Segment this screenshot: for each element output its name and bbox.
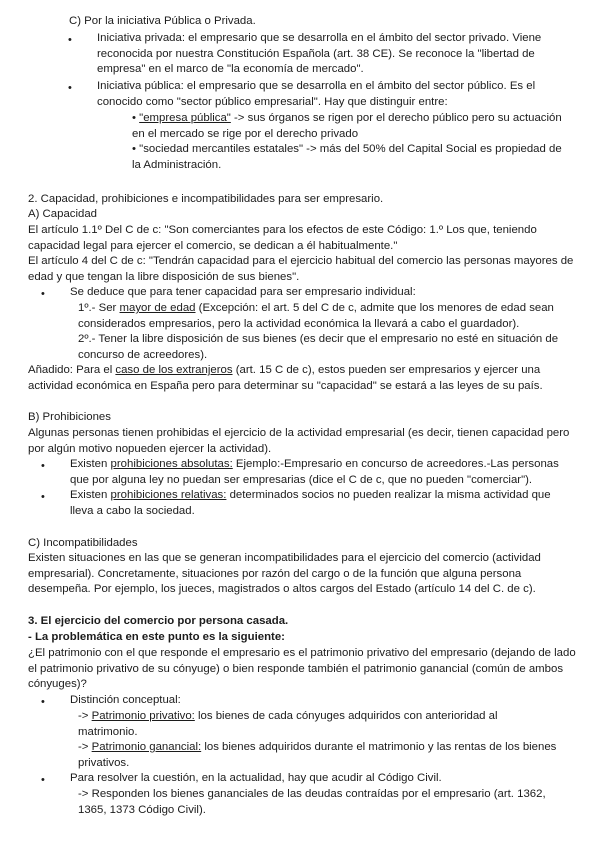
private-initiative-item: Iniciativa privada: el empresario que se desarrolla en el ámbito del sector privado. Viene reconocida por nuestra Constitución Española (art. 38 CE). Se reconoce la "libertad de empresa" en el marco de "la economía de mercado". [97, 32, 542, 76]
relativas-prefix: Existen [70, 489, 111, 501]
patrimonio-ganancial-item [78, 740, 562, 771]
section-3-title: 3. El ejercicio del comercio por persona casada. [28, 615, 289, 627]
prohibiciones-heading: B) Prohibiciones [28, 411, 111, 423]
sub-bullet-icon: • [132, 143, 136, 155]
prohibiciones-intro: Algunas personas tienen prohibidas el ejercicio de la actividad empresarial (es decir, tienen capacidad pero por algún motivo nopueden ejercer la actividad). [28, 427, 570, 455]
absolutas-prefix: Existen [70, 458, 111, 470]
prohibiciones-relativas-item [70, 488, 570, 519]
requirement-2: 2º.- Tener la libre disposición de sus bienes (es decir que el empresario no esté en situación de concurso de acreedores). [78, 333, 559, 361]
incompatibilidades-text: Existen situaciones en las que se generan incompatibilidades para el ejercicio del comercio (actividad empresarial). Concretamente, situaciones por razón del cargo o de la función que alguna persona desempeña. Por ejemplo, los jueces, magistrados o altos cargos del Estado (artículo 14 del C. de c). [28, 552, 541, 596]
bullet-icon: • [68, 82, 72, 94]
added-paragraph [28, 363, 576, 394]
arrow-prefix: -> [78, 710, 92, 722]
article-4-paragraph: El artículo 4 del C de c: "Tendrán capacidad para el ejercicio habitual del comercio las personas mayores de edad y que tengan la libre disposición de sus bienes". [28, 255, 574, 283]
bullet-icon: • [68, 34, 72, 46]
relativas-term: prohibiciones relativas: [110, 489, 227, 501]
bullet-icon: • [41, 460, 45, 472]
sociedad-mercantil-item [132, 142, 564, 173]
public-initiative-item: Iniciativa pública: el empresario que se desarrolla en el ámbito del sector público. Es el conocido como "sector público empresarial". Hay que distinguir entre: [97, 80, 536, 108]
deduce-item: Se deduce que para tener capacidad para ser empresario individual: [70, 286, 416, 298]
requirement-1-rest: (Excepción: el art. 5 del C de c, admite que los menores de edad sean considerados empresarios, pero la actividad económica la llevará a cabo el guardador). [78, 302, 554, 330]
requirement-1-prefix: 1º.- Ser [78, 302, 120, 314]
empresa-publica-text: -> sus órganos se rigen por el derecho público pero su actuación en el mercado se rige por el derecho privado [132, 112, 562, 140]
patrimonio-privativo-item [78, 709, 558, 740]
distincion-item: Distinción conceptual: [70, 694, 181, 706]
empresa-publica-term: "empresa pública" [139, 112, 231, 124]
section-3-subtitle: - La problemática en este punto es la siguiente: [28, 631, 285, 643]
added-prefix: Añadido: Para el [28, 364, 116, 376]
section-3-question: ¿El patrimonio con el que responde el empresario es el patrimonio privativo del empresario (dejando de lado el patrimonio privativo de su cónyuge) o bien responde también el patrimonio ganancial (común de ambos cónyuges)? [28, 647, 576, 691]
patrimonio-ganancial-rest: los bienes adquiridos durante el matrimonio y las rentas de los bienes privativos. [78, 741, 557, 769]
extranjeros-term: caso de los extranjeros [115, 364, 233, 376]
incompatibilidades-heading: C) Incompatibilidades [28, 537, 138, 549]
patrimonio-privativo-rest: los bienes de cada cónyuges adquiridos con anterioridad al matrimonio. [78, 710, 498, 738]
absolutas-rest: Ejemplo:-Empresario en concurso de acreedores.-Las personas que por alguna ley no puedan ser empresarias (dice el C de c, que no pueden "comerciar"). [70, 458, 559, 486]
patrimonio-ganancial-term: Patrimonio ganancial: [91, 741, 202, 753]
mayor-de-edad-term: mayor de edad [119, 302, 196, 314]
section-c-origin-heading: C) Por la iniciativa Pública o Privada. [69, 15, 256, 27]
sociedad-mercantil-text: "sociedad mercantiles estatales" -> más del 50% del Capital Social es propiedad de la Administración. [132, 143, 562, 171]
bullet-icon: • [41, 774, 45, 786]
responden-item: -> Responden los bienes gananciales de las deudas contraídas por el empresario (art. 1362, 1365, 1373 Código Civil). [78, 788, 546, 816]
capacidad-heading: A) Capacidad [28, 208, 98, 220]
absolutas-term: prohibiciones absolutas: [110, 458, 233, 470]
prohibiciones-absolutas-item [70, 457, 570, 488]
bullet-icon: • [41, 491, 45, 503]
bullet-icon: • [41, 288, 45, 300]
empresa-publica-item [132, 111, 562, 142]
sub-bullet-icon: • [132, 112, 136, 124]
patrimonio-privativo-term: Patrimonio privativo: [91, 710, 195, 722]
added-rest: (art. 15 C de c), estos pueden ser empresarios y ejercer una actividad económica en España pero para determinar su "capacidad" se estará a las leyes de su país. [28, 364, 543, 392]
article-1-paragraph: El artículo 1.1º Del C de c: "Son comerciantes para los efectos de este Código: 1.º Los que, teniendo capacidad legal para ejercer el comercio, se dedican a él habitualmente." [28, 224, 537, 252]
relativas-rest: determinados socios no pueden realizar la misma actividad que lleva a cabo la sociedad. [70, 489, 551, 517]
bullet-icon: • [41, 696, 45, 708]
requirement-1 [78, 301, 562, 332]
section-2-title: 2. Capacidad, prohibiciones e incompatibilidades para ser empresario. [28, 193, 384, 205]
arrow-prefix: -> [78, 741, 92, 753]
resolver-item: Para resolver la cuestión, en la actualidad, hay que acudir al Código Civil. [70, 772, 442, 784]
